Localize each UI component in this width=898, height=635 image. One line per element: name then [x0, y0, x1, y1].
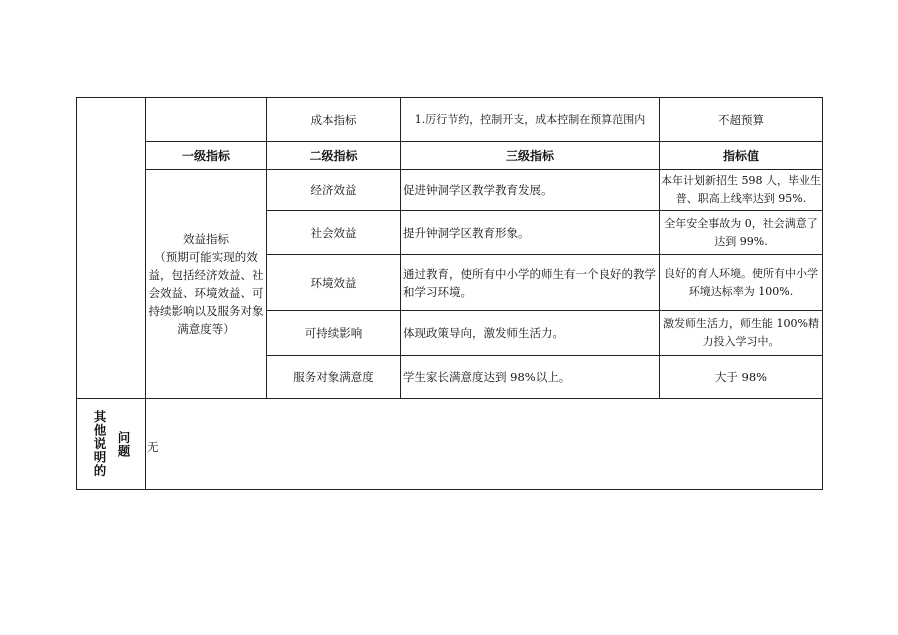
benefit-title: 效益指标: [183, 232, 229, 246]
satisfaction-value: 大于 98%: [714, 370, 768, 384]
other-label-line2: 问题: [116, 430, 131, 458]
satisfaction-third-level: 学生家长满意度达到 98%以上。: [403, 370, 571, 384]
cost-third-level: 1.厉行节约，控制开支，成本控制在预算范围内: [414, 112, 646, 126]
table-border-bottom: [76, 489, 823, 490]
sustain-third-level: 体现政策导向，激发师生活力。: [403, 326, 564, 340]
env-third-level: 通过教育，使所有中小学的师生有一个良好的教学和学习环境。: [403, 266, 656, 299]
cost-value: 不超预算: [718, 112, 764, 127]
social-third-level: 提升钟洞学区教育形象。: [403, 225, 530, 240]
header-second-level: 二级指标: [309, 148, 358, 163]
row-line-other-top: [76, 398, 823, 399]
econ-third-level: 促进钟洞学区教学教育发展。: [403, 183, 553, 197]
cost-second-level: 成本指标: [310, 112, 357, 127]
env-second-level: 环境效益: [310, 275, 357, 290]
benefit-description: （预期可能实现的效益，包括经济效益、社会效益、环境效益、可持续影响以及服务对象满意度等）: [148, 250, 264, 336]
satisfaction-second-level: 服务对象满意度: [293, 370, 374, 384]
other-label: [77, 399, 145, 489]
header-value: 指标值: [722, 148, 759, 163]
other-label-line1: 其他说明的: [92, 410, 107, 478]
social-value: 全年安全事故为 0，社会满意了达到 99%.: [664, 216, 818, 248]
sustain-second-level: 可持续影响: [304, 326, 363, 340]
econ-second-level: 经济效益: [310, 183, 357, 197]
table-border-right: [822, 97, 823, 490]
social-second-level: 社会效益: [310, 225, 357, 240]
env-value: 良好的育人环境。使所有中小学环境达标率为 100%.: [664, 266, 818, 298]
other-content: 无: [147, 440, 159, 454]
econ-value: 本年计划新招生 598 人，毕业生普、职高上线率达到 95%.: [661, 174, 821, 205]
header-third-level: 三级指标: [505, 148, 554, 163]
header-first-level: 一级指标: [181, 148, 230, 163]
sustain-value: 激发师生活力，师生能 100%精力投入学习中。: [663, 317, 819, 348]
benefit-first-level: [146, 170, 266, 398]
